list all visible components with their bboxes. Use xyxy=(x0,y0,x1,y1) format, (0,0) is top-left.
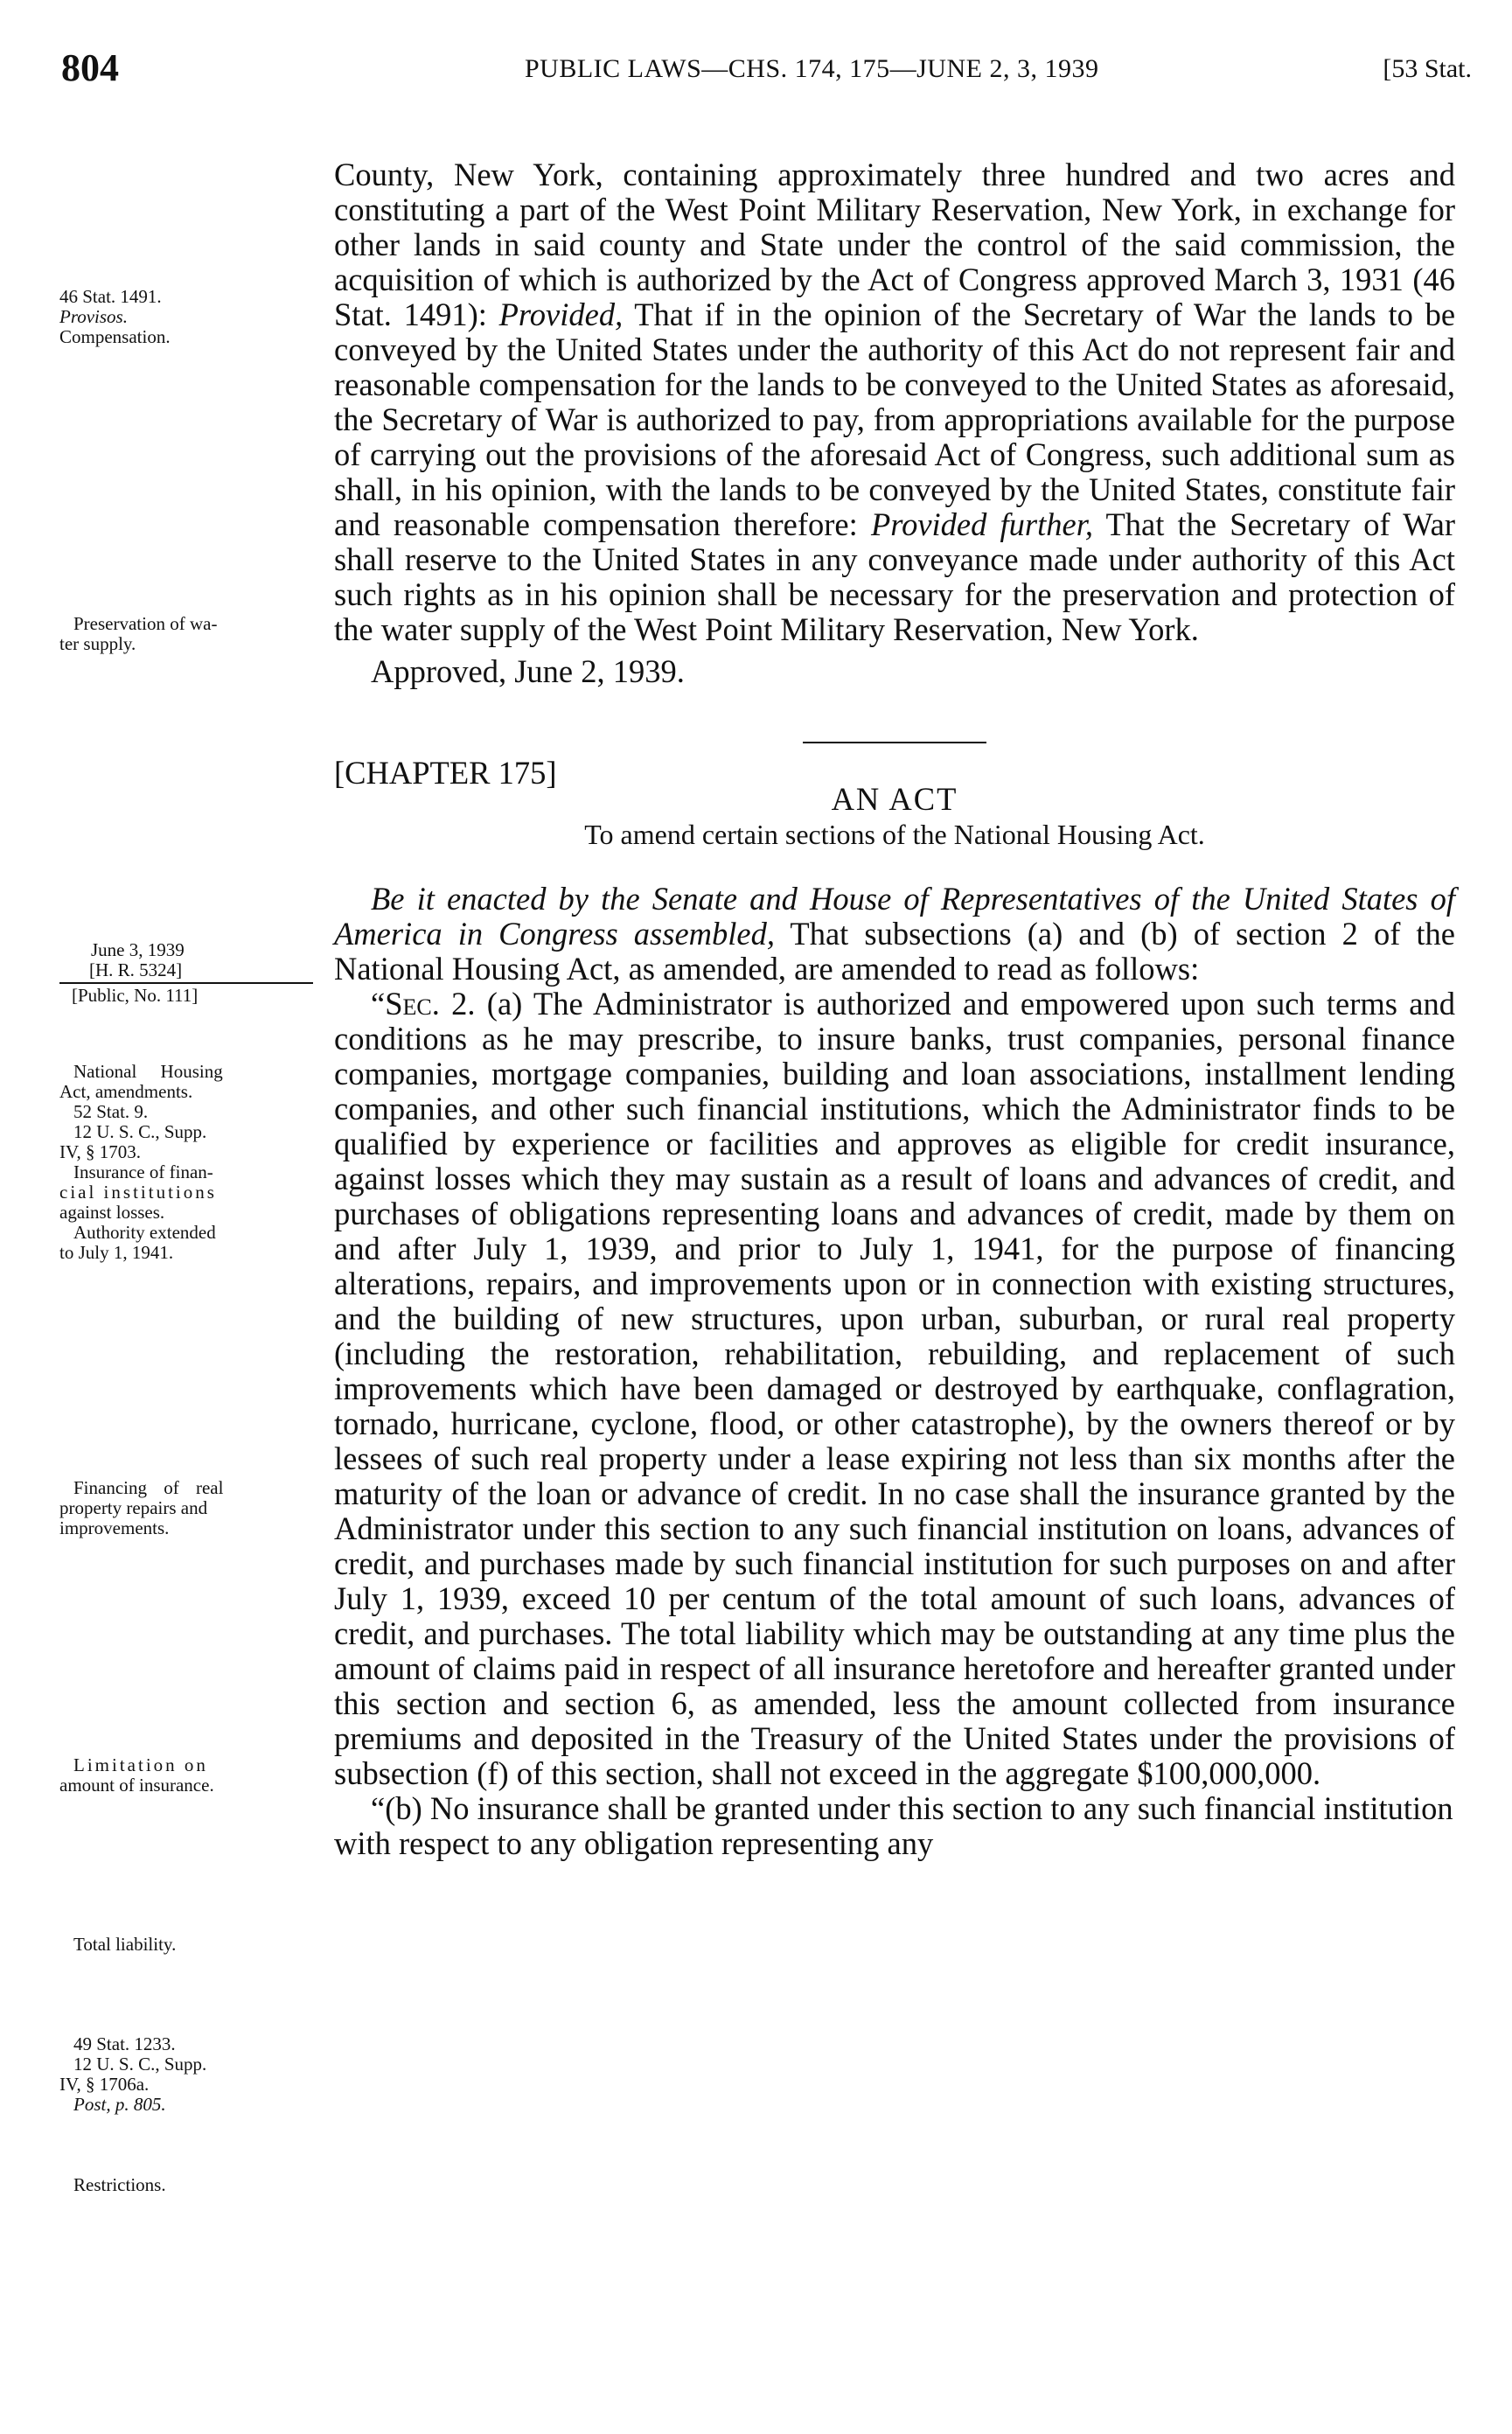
margin-note-line: Insurance of finan- xyxy=(73,1161,213,1182)
margin-note-total-liability xyxy=(59,1935,322,1955)
margin-note-national-housing xyxy=(59,1062,322,1263)
margin-note-line: Act, amendments. xyxy=(59,1081,193,1102)
margin-note-line: [H. R. 5324] xyxy=(59,960,313,984)
margin-note-limitation xyxy=(59,1755,322,1796)
margin-note-line: Limitation on xyxy=(73,1754,208,1775)
text-span: That if in the opinion of the Secretary of War the lands to be conveyed by the United States under the authority of this Act do not represent fair and reasonable compensation for the lands to be conveyed to the United States as aforesaid, the Secretary of War is authorized to pay, from appropriations available for the purpose of carrying out the provisions of the aforesaid Act of Congress, such additional sum as shall, in his opinion, with the lands to be conveyed by the United States, constitute fair and reasonable compensation therefore: xyxy=(334,296,1456,542)
margin-note-compensation xyxy=(59,287,322,347)
margin-note-line: ter supply. xyxy=(59,633,136,654)
margin-note-line: IV, § 1703. xyxy=(59,1141,141,1162)
chapter-heading: [CHAPTER 175] xyxy=(334,755,557,791)
page-header xyxy=(61,45,1472,98)
page-number: 804 xyxy=(61,46,119,89)
margin-note-line: Authority extended xyxy=(73,1222,216,1243)
open-quote: “ xyxy=(371,986,386,1022)
margin-note-line: 12 U. S. C., Supp. xyxy=(73,1121,207,1142)
margin-note-line: amount of insurance. xyxy=(59,1775,214,1796)
margin-note-line: to July 1, 1941. xyxy=(59,1242,174,1263)
margin-note-stat-citations xyxy=(59,2034,322,2115)
margin-note-water-supply xyxy=(59,614,322,654)
margin-note-line: against losses. xyxy=(59,1202,165,1223)
margin-note-line: 12 U. S. C., Supp. xyxy=(73,2054,207,2075)
margin-note-line: [Public, No. 111] xyxy=(72,985,199,1006)
section-2b: “(b) No insurance shall be granted under this section to any such financial institution with respect to any obligation representing any xyxy=(334,1790,1453,1861)
act-description: To amend certain sections of the National Housing Act. xyxy=(584,819,1205,850)
margin-note-line: National Housing xyxy=(73,1061,223,1082)
margin-note-line: Restrictions. xyxy=(73,2174,166,2195)
margin-note-line: property repairs and xyxy=(59,1497,208,1518)
margin-note-line: 52 Stat. 9. xyxy=(73,1101,149,1122)
paragraph-exchange xyxy=(334,157,1455,647)
margin-note-line: June 3, 1939 xyxy=(91,939,185,960)
margin-note-line: Provisos. xyxy=(59,306,128,327)
margin-note-line: Compensation. xyxy=(59,326,171,347)
proviso-term: Provided, xyxy=(498,296,624,332)
margin-note-restrictions xyxy=(59,2175,322,2195)
margin-note-line: Total liability. xyxy=(73,1934,177,1955)
margin-note-bill-info xyxy=(59,940,313,1006)
margin-note-line: Post, p. 805. xyxy=(73,2094,166,2115)
margin-note-line: 49 Stat. 1233. xyxy=(73,2033,176,2054)
margin-note-financing xyxy=(59,1478,322,1538)
section-label: Sec. xyxy=(385,986,440,1022)
margin-note-line: IV, § 1706a. xyxy=(59,2074,150,2095)
approved-line: Approved, June 2, 1939. xyxy=(371,653,685,689)
text-span: County, New York, containing approximately three hundred and two acres and constituting a part of the West Point Military Reservation, New York, in exchange for other lands in said county and State under the control of the said commission, the acquisition of which is authorized by the Act of Congress approved March 3, 1931 (46 Stat. 1491): xyxy=(334,157,1455,332)
statute-reference: [53 Stat. xyxy=(1383,54,1472,83)
margin-note-line: Financing of real xyxy=(73,1477,224,1498)
enacting-formula: Be it enacted by the Senate and House of Representatives of the United States of America in Congress assembled, xyxy=(334,881,1455,952)
margin-note-line: 46 Stat. 1491. xyxy=(59,286,162,307)
margin-note-line: Preservation of wa- xyxy=(73,613,218,634)
text-span: That subsections (a) and (b) of section 2 of the National Housing Act, as amended, are amended to read as follows: xyxy=(334,916,1456,987)
margin-note-line: improvements. xyxy=(59,1517,170,1538)
text-span: 2. (a) The Administrator is authorized and empowered upon such terms and conditions as he may prescribe, to insure banks, trust companies, personal finance companies, mortgage companies, building and loan associations, installment lending companies, and other such financial institutions, which the Administrator finds to be qualified by experience or facilities and approves as eligible for credit insurance, against losses which they may sustain as a result of loans and advances of credit, and purchases of obligations representing loans and advances of credit, made by them on and after July 1, 1939, and prior to July 1, 1941, for the purpose of financing alterations, repairs, and improvements upon or in connection with existing structures, and the building of new structures, upon urban, suburban, or rural real property (including the restoration, rehabilitation, rebuilding, and replacement of such improvements which have been damaged or destroyed by earthquake, conflagration, tornado, hurricane, cyclone, flood, or other catastrophe), by the owners thereof or by lessees of such real property under a lease expiring not less than six months after the maturity of the loan or advance of credit. In no case shall the insurance granted by the Administrator under this section to any such financial institution on loans, advances of credit, and purchases made by such financial institution for such purposes on and after July 1, 1939, exceed 10 per centum of the total amount of such loans, advances of credit, and purchases. The total liability which may be outstanding at any time plus the amount of claims paid in respect of all insurance heretofore and hereafter granted under this section and section 6, as amended, less the amount collected from insurance premiums and deposited in the Treasury of the United States under the provisions of subsection (f) of this section, shall not exceed in the aggregate $100,000,000. xyxy=(334,986,1455,1791)
act-title: AN ACT xyxy=(831,781,958,817)
running-head: PUBLIC LAWS—CHS. 174, 175—JUNE 2, 3, 1939 xyxy=(525,54,1099,83)
section-2a xyxy=(334,987,1455,1791)
proviso-term: Provided further, xyxy=(870,506,1093,542)
main-text xyxy=(334,157,1455,1861)
text-span: That the Secretary of War shall reserve to the United States in any conveyance made under authority of this Act such rights as in his opinion shall be necessary for the preservation and protection of the water supply of the West Point Military Reservation, New York. xyxy=(334,506,1456,647)
margin-note-line: cial institutions xyxy=(59,1182,217,1203)
section-divider xyxy=(803,742,986,743)
enacting-clause xyxy=(334,882,1455,987)
